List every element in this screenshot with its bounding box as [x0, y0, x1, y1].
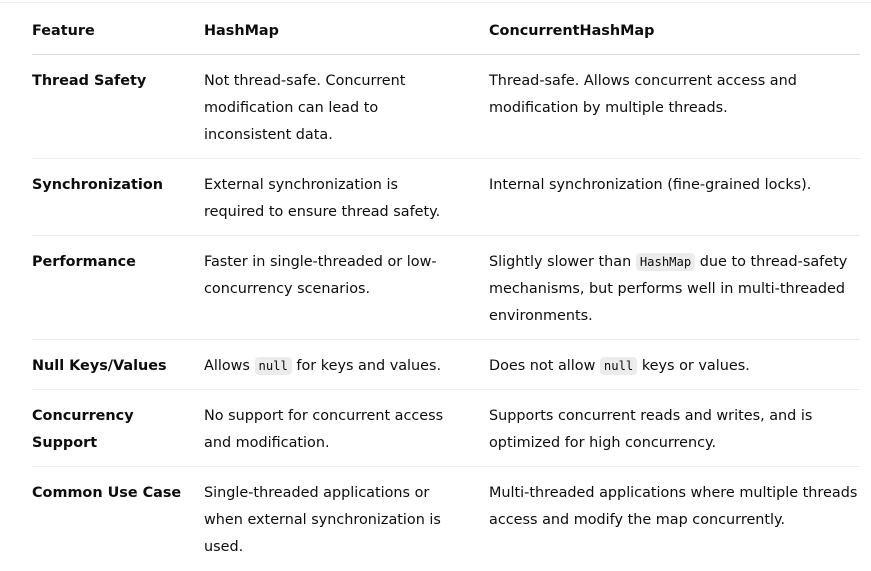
comparison-table — [32, 14, 860, 570]
hashmap-cell — [204, 340, 489, 390]
concurrenthashmap-cell: Multi-threaded applications where multiple threads access and modify the map concurrently. — [489, 485, 858, 528]
hashmap-cell: Not thread-safe. Concurrent modification can lead to inconsistent data. — [204, 55, 489, 159]
table-row — [32, 159, 860, 236]
feature-cell: Common Use Case — [32, 485, 182, 501]
feature-cell: Synchronization — [32, 159, 204, 236]
feature-cell: Concurrency Support — [32, 390, 204, 467]
table-row — [32, 236, 860, 340]
hashmap-cell: External synchronization is required to ensure thread safety. — [204, 159, 489, 236]
header-feature: Feature — [32, 14, 204, 55]
hashmap-cell: Faster in single-threaded or low-concurrency scenarios. — [204, 236, 489, 340]
header-concurrenthashmap: ConcurrentHashMap — [489, 14, 860, 55]
cell-text: keys or values. — [637, 358, 750, 374]
cell-text: Allows — [204, 358, 255, 374]
header-hashmap: HashMap — [204, 14, 489, 55]
table-row — [32, 467, 860, 571]
concurrenthashmap-cell — [489, 236, 860, 340]
inline-code: null — [600, 357, 637, 375]
cell-text: for keys and values. — [291, 358, 442, 374]
table-row — [32, 55, 860, 159]
cell-text: Does not allow — [489, 358, 600, 374]
feature-cell: Thread Safety — [32, 55, 204, 159]
concurrenthashmap-cell: Thread-safe. Allows concurrent access and modification by multiple threads. — [489, 55, 860, 159]
top-divider — [0, 2, 871, 3]
table-row — [32, 340, 860, 390]
feature-cell: Performance — [32, 236, 204, 340]
cell-text: due to thread-safety mechanisms, but performs well in multi-threaded environments. — [489, 254, 848, 324]
concurrenthashmap-cell — [489, 340, 860, 390]
cell-text: Slightly slower than — [489, 254, 636, 270]
hashmap-cell: Single-threaded applications or when external synchronization is used. — [204, 485, 441, 555]
concurrenthashmap-cell: Internal synchronization (fine-grained locks). — [489, 159, 860, 236]
feature-cell: Null Keys/Values — [32, 340, 204, 390]
table-header-row — [32, 14, 860, 55]
table-row — [32, 390, 860, 467]
concurrenthashmap-cell: Supports concurrent reads and writes, and is optimized for high concurrency. — [489, 390, 860, 467]
inline-code: HashMap — [636, 253, 695, 271]
inline-code: null — [255, 357, 292, 375]
hashmap-cell: No support for concurrent access and modification. — [204, 390, 489, 467]
